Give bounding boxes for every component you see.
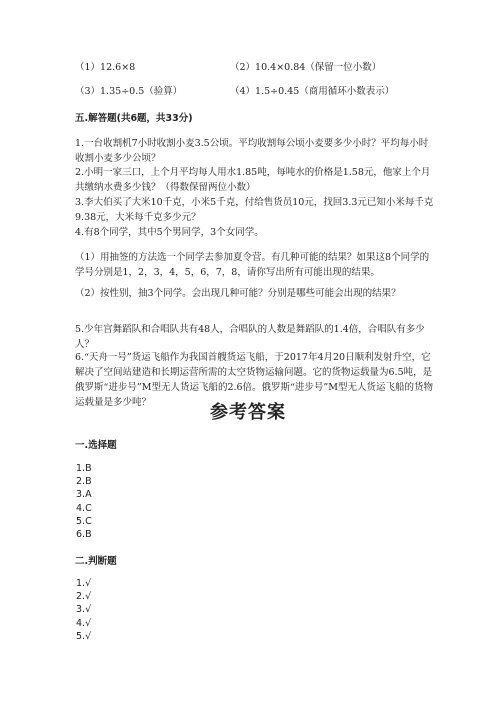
choice-answer: 5.C <box>76 515 92 527</box>
section-heading: 五.解答题(共6题，共33分) <box>75 113 193 124</box>
calc-item-1: （1）12.6×8 <box>75 62 136 73</box>
judge-answer: 5.√ <box>76 630 92 642</box>
question-2: 2.小明一家三口，上个月平均每人用水1.85吨，每吨水的价格是1.58元，他家上个月共缴纳水费多少钱？（得数保留两位小数） <box>75 167 431 193</box>
calc-item-2: （2）10.4×0.84（保留一位小数） <box>230 62 382 73</box>
judge-answer: 1.√ <box>76 578 92 589</box>
calc-item-3: （3）1.35÷0.5（验算） <box>75 86 183 97</box>
choice-answer: 1.B <box>76 463 92 474</box>
choice-answer: 3.A <box>76 489 92 501</box>
question-5: 5.少年宫舞蹈队和合唱队共有48人，合唱队的人数是舞蹈队的1.4倍，合唱队有多少人？ <box>75 324 425 350</box>
question-6: 6.“天舟一号”货运飞船作为我国首艘货运飞船，于2017年4月20日顺利发射升空，它解决了空间站建造和长期运营所需的太空货物运输问题。它的货物运载量为6.5吨，是俄罗斯“进步号”M型无人货运飞船的2.6倍。俄罗斯“进步号”M型无人货运飞船的货物运载量是多少吨？ <box>75 352 433 408</box>
judge-heading: 二.判断题 <box>75 556 117 567</box>
judge-answer: 3.√ <box>76 604 92 616</box>
calc-item-4: （4）1.5÷0.45（商用循环小数表示） <box>230 86 395 97</box>
question-4: 4.有8个同学，其中5个男同学，3个女同学。 <box>75 227 264 238</box>
question-3: 3.李大伯买了大米10千克，小米5千克，付给售货员10元，找回3.3元已知小米每千克9.38元，大米每千克多少元？ <box>75 197 434 223</box>
choice-answer: 2.B <box>76 476 92 488</box>
choice-heading: 一.选择题 <box>75 440 117 451</box>
judge-answer: 4.√ <box>76 617 92 629</box>
judge-answer-list <box>76 577 91 643</box>
question-1: 1.一台收割机7小时收割小麦3.5公顷。平均收割每公顷小麦要多少小时？平均每小时收割小麦多少公顷？ <box>75 138 429 164</box>
judge-answer: 2.√ <box>76 591 92 603</box>
answer-key-title: 参考答案 <box>210 402 286 423</box>
choice-answer: 4.C <box>76 502 92 514</box>
choice-answer-list <box>76 462 92 541</box>
choice-answer: 6.B <box>76 529 92 541</box>
question-4-part-2: （2）按性别，抽3个同学。会出现几种可能？分别是哪些可能会出现的结果？ <box>75 288 401 299</box>
question-4-part-1: （1）用抽签的方法选一个同学去参加夏令营。有几种可能的结果？如果这8个同学的学号分别是1，2，3，4，5，6，7，8，请你写出所有可能出现的结果。 <box>75 252 430 278</box>
